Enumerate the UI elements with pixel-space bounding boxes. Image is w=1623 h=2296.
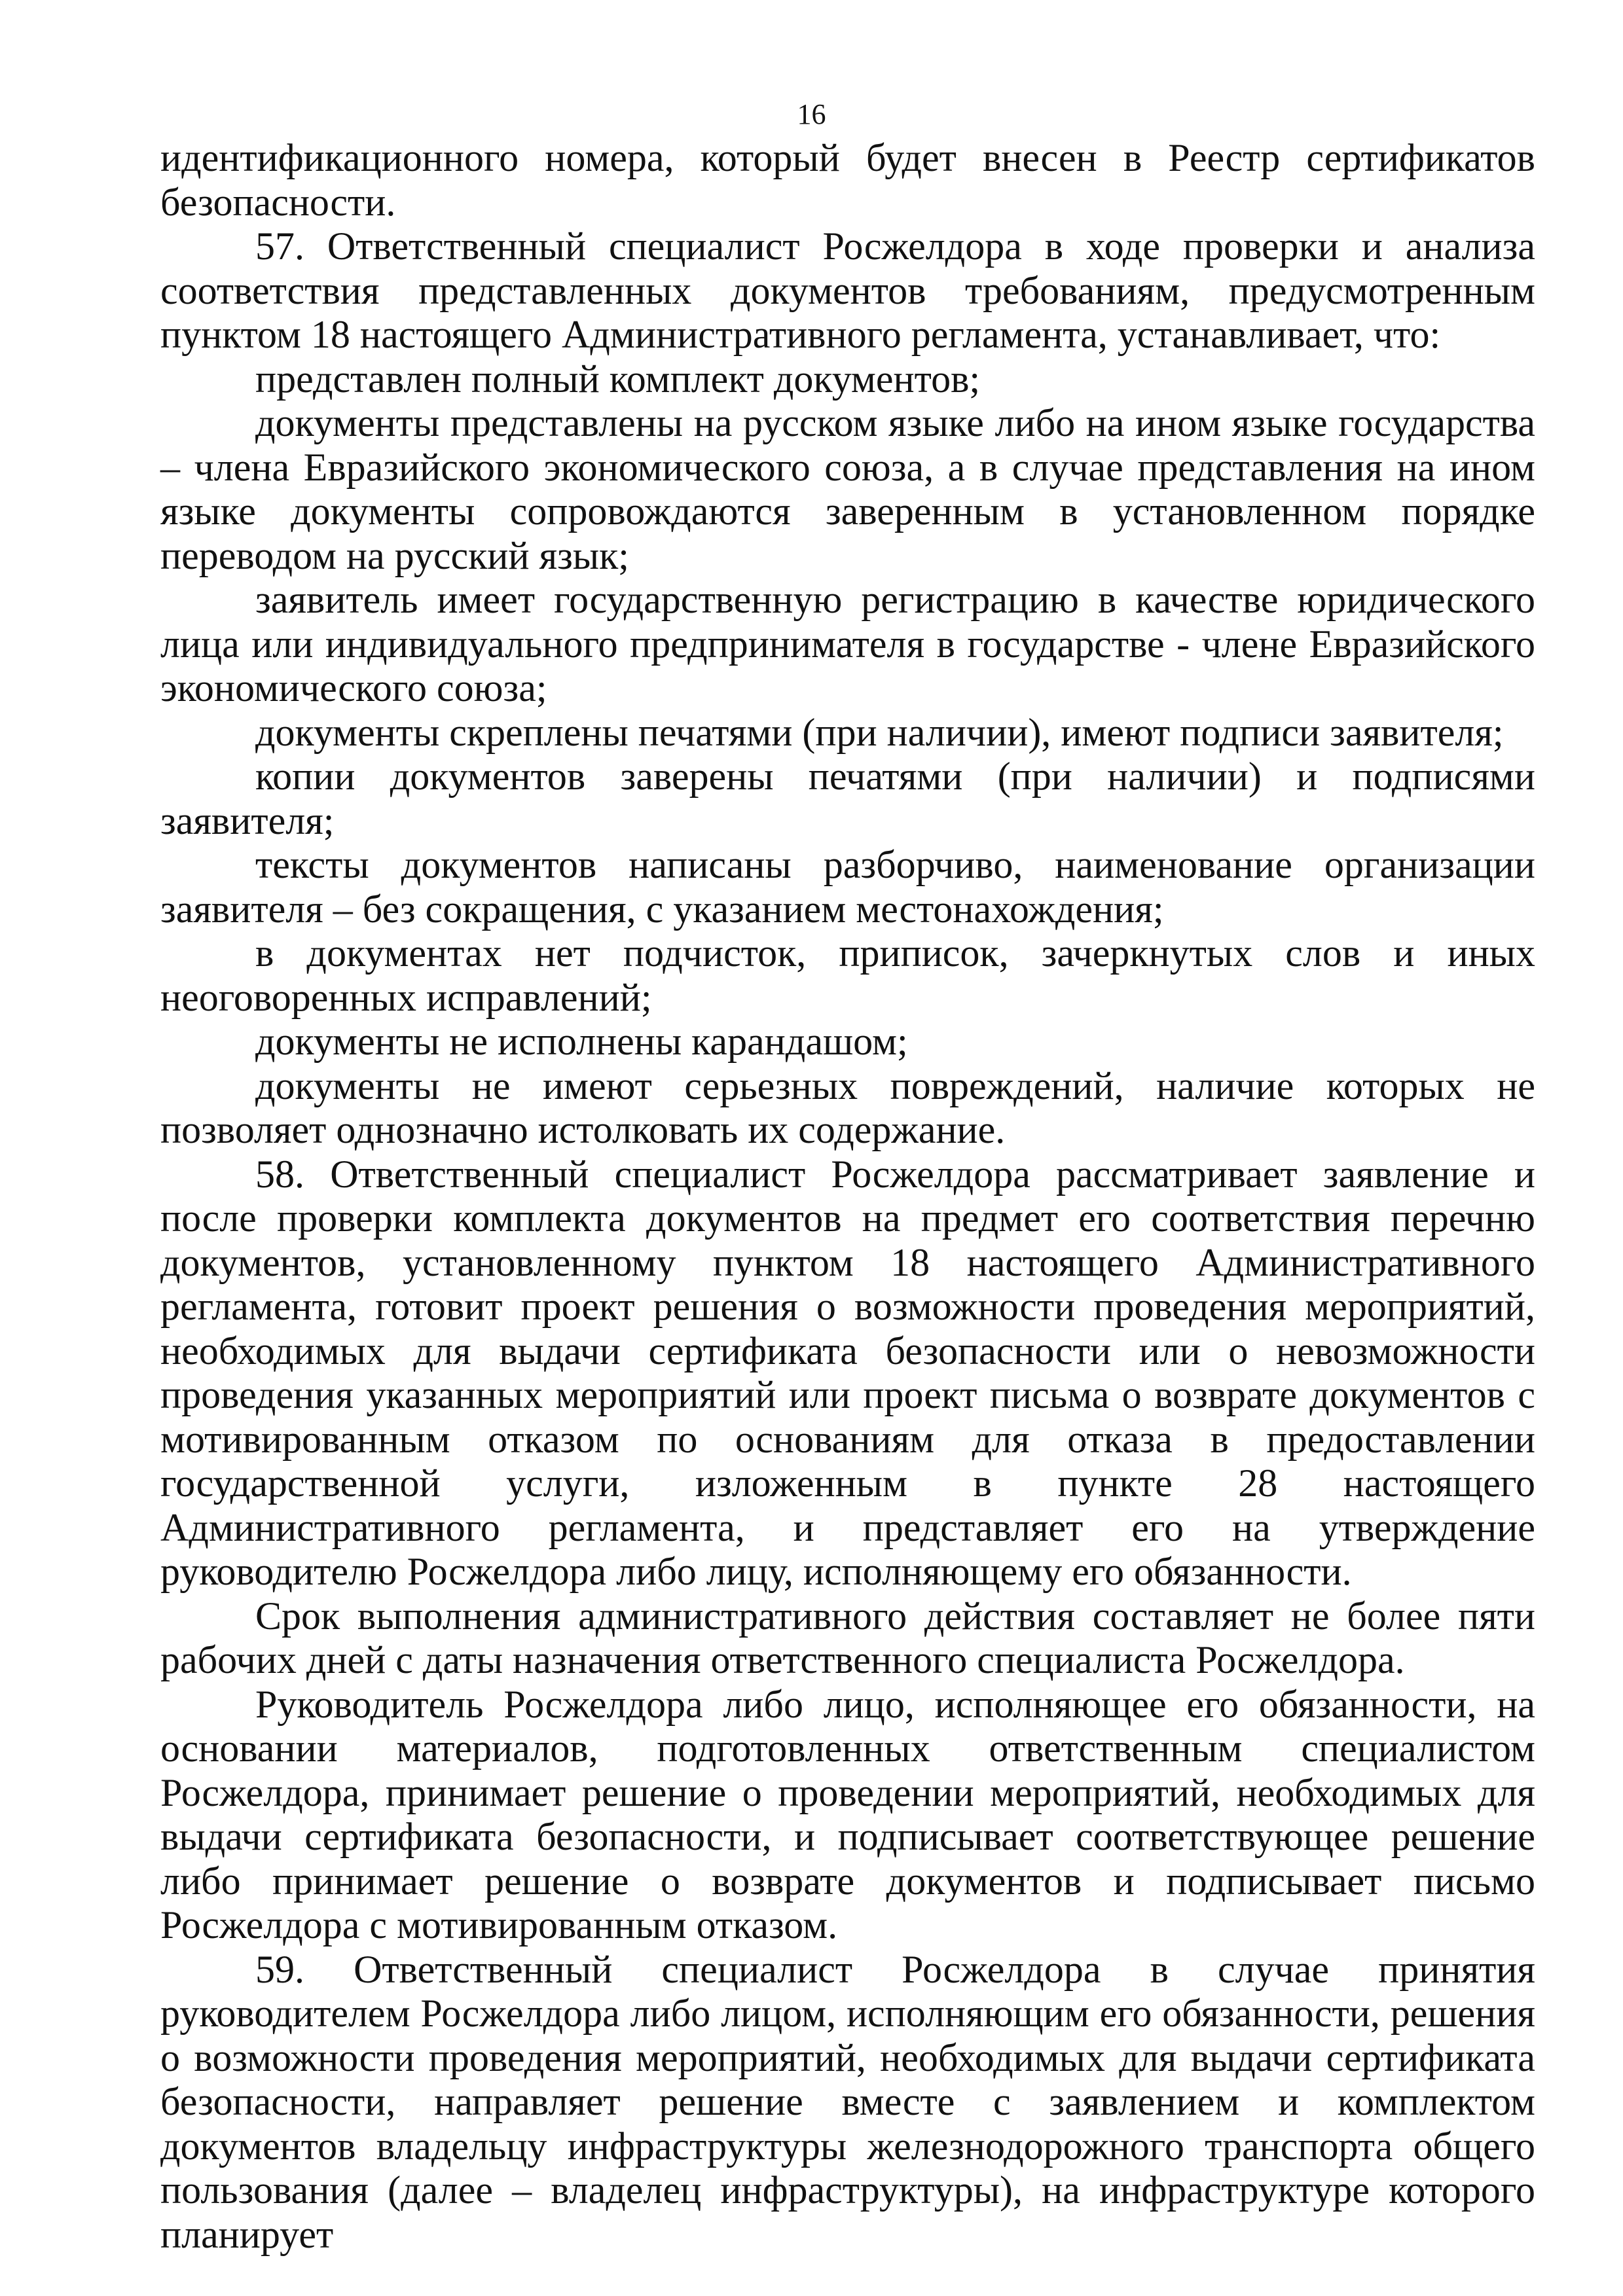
document-body	[160, 136, 1535, 2257]
list-item-no-damage: документы не имеют серьезных повреждений, наличие которых не позволяет однозначно истолковать их содержание.	[160, 1064, 1535, 1151]
paragraph-continuation: идентификационного номера, который будет внесен в Реестр сертификатов безопасности.	[160, 136, 1535, 224]
list-item-no-corrections: в документах нет подчисток, приписок, зачеркнутых слов и иных неоговоренных исправлений;	[160, 931, 1535, 1019]
list-item-copies-certified: копии документов заверены печатями (при наличии) и подписями заявителя;	[160, 755, 1535, 842]
list-item-language: документы представлены на русском языке либо на ином языке государства – члена Евразийского экономического союза, а в случае представления на ином языке документы сопровождаются заверенным в установленном порядке переводом на русский язык;	[160, 401, 1535, 577]
list-item-no-pencil: документы не исполнены карандашом;	[255, 1020, 908, 1063]
paragraph-59: 59. Ответственный специалист Росжелдора в случае принятия руководителем Росжелдора либо лицом, исполняющим его обязанности, решения о возможности проведения мероприятий, необходимых для выдачи сертификата безопасности, направляет решение вместе с заявлением и комплектом документов владельцу инфраструктуры железнодорожного транспорта общего пользования (далее – владелец инфраструктуры), на инфраструктуре которого планирует	[160, 1947, 1535, 2256]
list-item-registration: заявитель имеет государственную регистрацию в качестве юридического лица или индивидуального предпринимателя в государстве - члене Евразийского экономического союза;	[160, 578, 1535, 709]
list-item-complete-set: представлен полный комплект документов;	[255, 357, 981, 401]
list-item-legible-texts: тексты документов написаны разборчиво, наименование организации заявителя – без сокращения, с указанием местонахождения;	[160, 843, 1535, 931]
list-item-seals-signatures: документы скреплены печатями (при наличии), имеют подписи заявителя;	[255, 710, 1504, 754]
paragraph-57: 57. Ответственный специалист Росжелдора в ходе проверки и анализа соответствия представленных документов требованиям, предусмотренным пунктом 18 настоящего Административного регламента, устанавливает, что:	[160, 224, 1535, 356]
paragraph-head-decision: Руководитель Росжелдора либо лицо, исполняющее его обязанности, на основании материалов, подготовленных ответственным специалистом Росжелдора, принимает решение о проведении мероприятий, необходимых для выдачи сертификата безопасности, и подписывает соответствующее решение либо принимает решение о возврате документов и подписывает письмо Росжелдора с мотивированным отказом.	[160, 1682, 1535, 1946]
page-number: 16	[797, 98, 826, 130]
paragraph-58: 58. Ответственный специалист Росжелдора рассматривает заявление и после проверки комплекта документов на предмет его соответствия перечню документов, установленному пунктом 18 настоящего Административного регламента, готовит проект решения о возможности проведения мероприятий, необходимых для выдачи сертификата безопасности или о невозможности проведения указанных мероприятий или проект письма о возврате документов с мотивированным отказом по основаниям для отказа в предоставлении государственной услуги, изложенным в пункте 28 настоящего Административного регламента, и представляет его на утверждение руководителю Росжелдора либо лицу, исполняющему его обязанности.	[160, 1152, 1535, 1593]
paragraph-deadline: Срок выполнения административного действия составляет не более пяти рабочих дней с даты назначения ответственного специалиста Росжелдора.	[160, 1594, 1535, 1681]
